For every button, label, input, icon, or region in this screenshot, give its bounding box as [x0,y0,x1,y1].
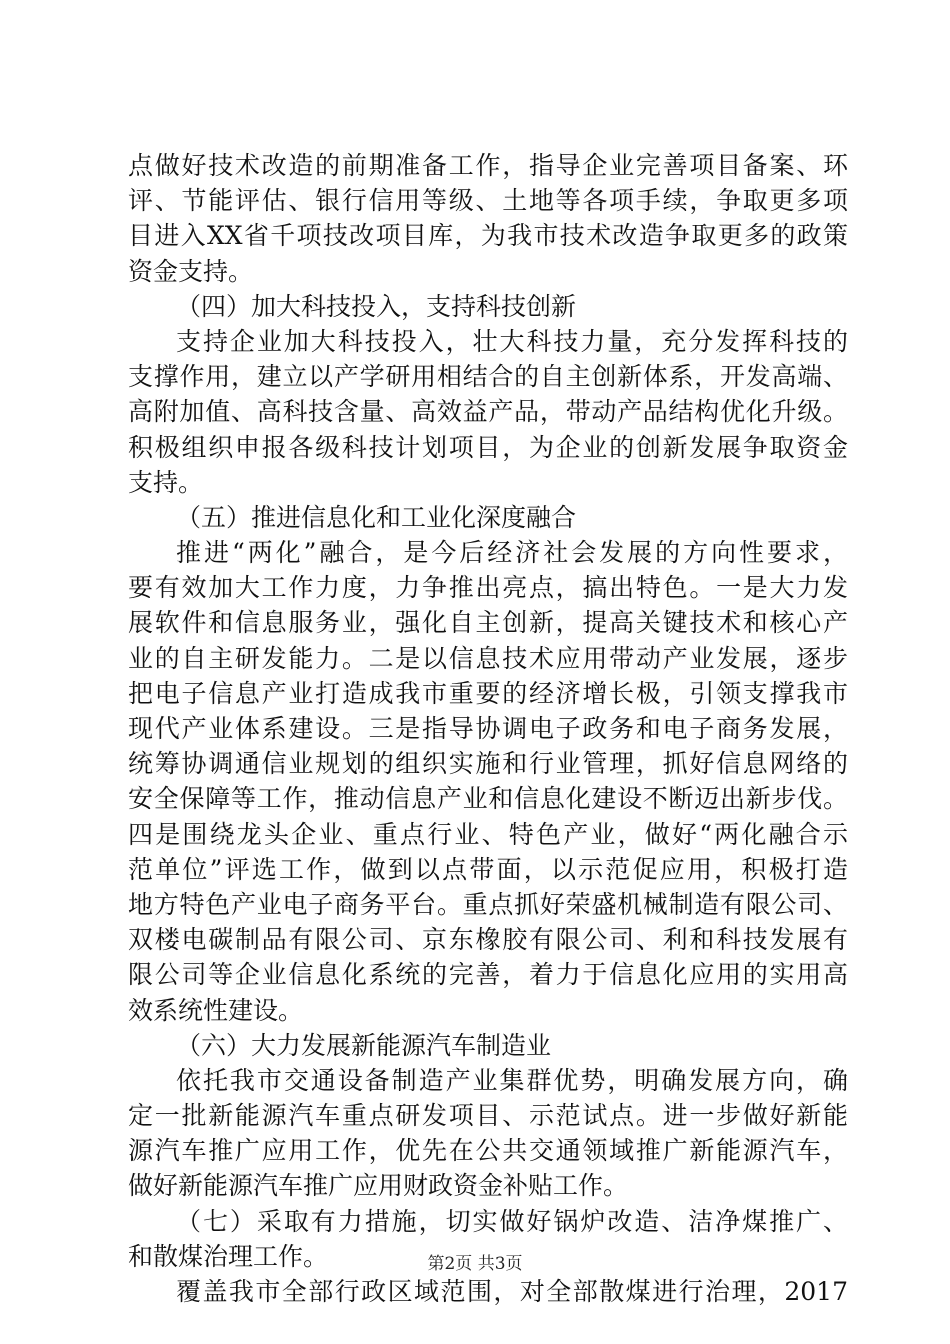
text-line: 点做好技术改造的前期准备工作，指导企业完善项目备案、环 [128,151,848,180]
text-line: 四是围绕龙头企业、重点行业、特色产业，做好“两化融合示 [128,819,848,849]
text-line: 支撑作用，建立以产学研用相结合的自主创新体系，开发高端、 [128,362,848,392]
text-line: （四）加大科技投入，支持科技创新 [176,291,577,321]
text-line: 支持企业加大科技投入，壮大科技力量，充分发挥科技的 [176,326,848,356]
text-line: 高附加值、高科技含量、高效益产品，带动产品结构优化升级。 [128,397,848,427]
text-line: 业的自主研发能力。二是以信息技术应用带动产业发展，逐步 [128,643,848,673]
text-line: 和散煤治理工作。 [128,1241,329,1271]
text-line: 地方特色产业电子商务平台。重点抓好荣盛机械制造有限公司、 [128,889,848,919]
text-line: 定一批新能源汽车重点研发项目、示范试点。进一步做好新能 [128,1101,848,1131]
text-line: 覆盖我市全部行政区域范围，对全部散煤进行治理，2017 [176,1277,848,1306]
text-line: 依托我市交通设备制造产业集群优势，明确发展方向，确 [176,1065,848,1095]
text-line: 支持。 [128,467,204,497]
text-line: 范单位”评选工作，做到以点带面，以示范促应用，积极打造 [128,854,848,884]
text-line: 资金支持。 [128,256,254,286]
page-number-label: 第2页 共3页 [427,1254,523,1274]
document-body [128,148,848,1309]
page-footer [0,1253,950,1275]
text-line: 要有效加大工作力度，力争推出亮点，搞出特色。一是大力发 [128,573,848,603]
text-line: 效系统性建设。 [128,995,304,1025]
text-line: 推进“两化”融合，是今后经济社会发展的方向性要求， [176,538,848,568]
text-line: （七）采取有力措施，切实做好锅炉改造、洁净煤推广、 [176,1206,848,1236]
text-line: （五）推进信息化和工业化深度融合 [176,502,577,532]
text-line: 目进入XX省千项技改项目库，为我市技术改造争取更多的政策 [128,221,848,251]
text-line: 双楼电碳制品有限公司、京东橡胶有限公司、利和科技发展有 [128,925,848,955]
text-line: 源汽车推广应用工作，优先在公共交通领域推广新能源汽车， [128,1136,848,1166]
text-line: 做好新能源汽车推广应用财政资金补贴工作。 [128,1171,629,1201]
text-line: 安全保障等工作，推动信息产业和信息化建设不断迈出新步伐。 [128,784,848,814]
text-line: 把电子信息产业打造成我市重要的经济增长极，引领支撑我市 [128,678,848,708]
text-line: 评、节能评估、银行信用等级、土地等各项手续，争取更多项 [128,186,848,216]
text-line: （六）大力发展新能源汽车制造业 [176,1030,552,1060]
text-line: 现代产业体系建设。三是指导协调电子政务和电子商务发展， [128,714,848,743]
text-line: 积极组织申报各级科技计划项目，为企业的创新发展争取资金 [128,432,848,462]
text-line: 展软件和信息服务业，强化自主创新，提高关键技术和核心产 [128,608,848,638]
text-line: 限公司等企业信息化系统的完善，着力于信息化应用的实用高 [128,960,848,990]
text-line: 统筹协调通信业规划的组织实施和行业管理，抓好信息网络的 [128,749,848,779]
